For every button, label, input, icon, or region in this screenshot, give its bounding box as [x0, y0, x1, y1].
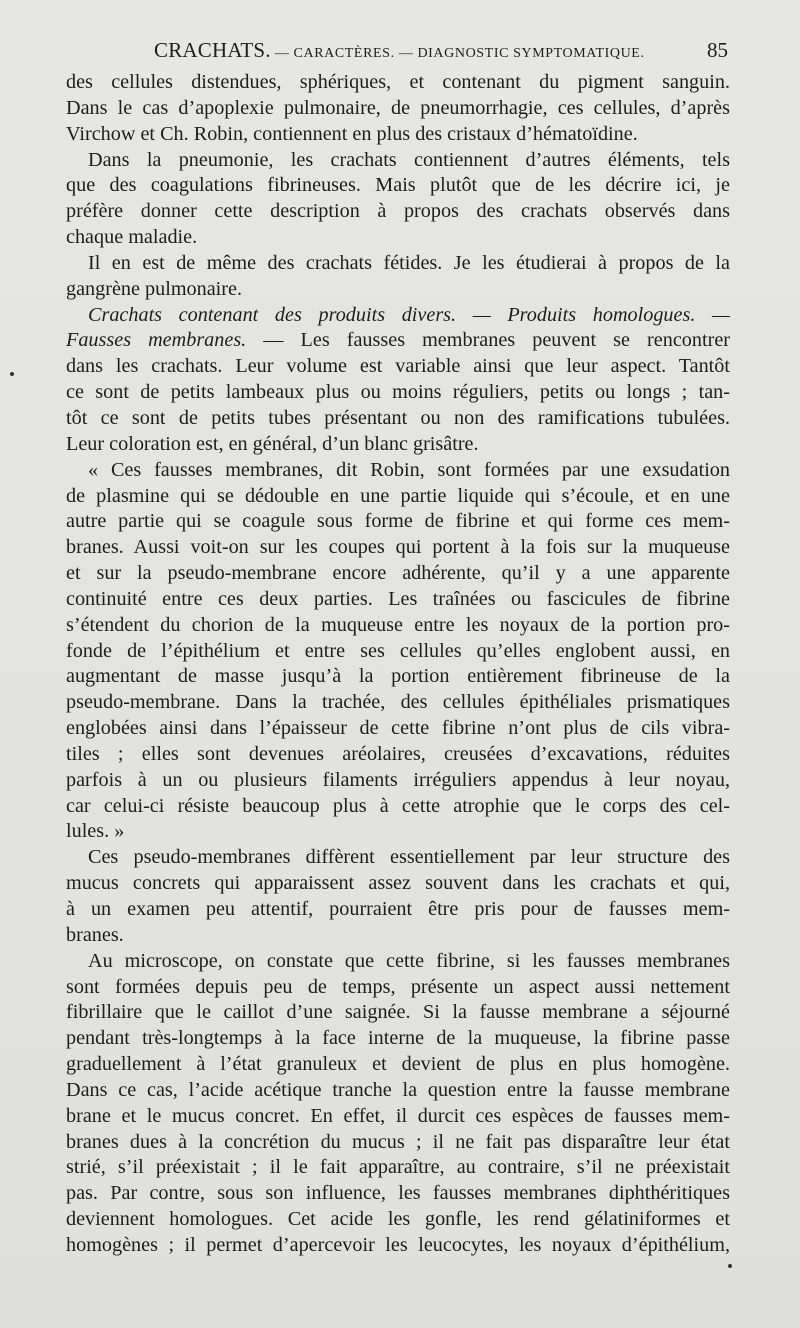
text-line: sont formées depuis peu de temps, présente un aspect aussi nettement: [66, 975, 730, 998]
ink-speck: [728, 1264, 732, 1268]
text-line: « Ces fausses membranes, dit Robin, sont formées par une exsudation: [88, 458, 730, 481]
text-line: branes.: [66, 923, 124, 946]
text-line: chaque maladie.: [66, 226, 198, 249]
text-line: car celui-ci résiste beaucoup plus à cette atrophie que le corps des cel-: [66, 794, 730, 817]
text-line: branes. Aussi voit-on sur les coupes qui portent à la fois sur la muqueuse: [66, 536, 730, 559]
text-line: pseudo-membrane. Dans la trachée, des cellules épithéliales prismatiques: [66, 691, 730, 714]
text-line: pendant très-longtemps à la face interne de la muqueuse, la fibrine passe: [66, 1027, 730, 1050]
text-line: mucus concrets qui apparaissent assez souvent dans les crachats et qui,: [66, 872, 730, 895]
text-line: fibrillaire que le caillot d’une saignée. Si la fausse membrane a séjourné: [66, 1001, 730, 1024]
text-line: continuité entre ces deux parties. Les traînées ou fascicules de fibrine: [66, 587, 730, 610]
text-line: ce sont de petits lambeaux plus ou moins réguliers, petits ou longs ; tan-: [66, 381, 730, 404]
text-line: homogènes ; il permet d’apercevoir les leucocytes, les noyaux d’épithélium,: [66, 1233, 730, 1256]
text-line: Il en est de même des crachats fétides. Je les étudierai à propos de la: [88, 251, 730, 274]
text-fragment: — Les fausses membranes peuvent se rencontrer: [246, 329, 730, 352]
text-line: Dans ce cas, l’acide acétique tranche la question entre la fausse membrane: [66, 1078, 730, 1101]
text-line: s’étendent du chorion de la muqueuse entre les noyaux de la portion pro-: [66, 613, 730, 636]
text-line: lules. »: [66, 820, 125, 843]
subheading-fausses-membranes: Fausses membranes.: [66, 329, 247, 352]
text-line: parfois à un ou plusieurs filaments irréguliers appendus à leur noyau,: [66, 768, 730, 791]
running-title-main: CRACHATS.: [154, 38, 271, 62]
page-number: 85: [707, 38, 728, 62]
text-line: que des coagulations fibrineuses. Mais plutôt que de les décrire ici, je: [66, 174, 730, 197]
ink-speck: [10, 372, 14, 376]
text-line: strié, s’il préexistait ; il le fait apparaître, au contraire, s’il ne préexistait: [66, 1156, 730, 1179]
text-line: augmentant de masse jusqu’à la portion entièrement fibrineuse de la: [66, 665, 730, 688]
text-line: Virchow et Ch. Robin, contiennent en plus des cristaux d’hématoïdine.: [66, 122, 638, 145]
text-line: de plasmine qui se dédouble en une partie liquide qui s’écoule, et en une: [66, 484, 730, 507]
text-line: Leur coloration est, en général, d’un blanc grisâtre.: [66, 432, 479, 455]
text-line: autre partie qui se coagule sous forme de fibrine et qui forme ces mem-: [66, 510, 730, 533]
text-line: et sur la pseudo-membrane encore adhérente, qu’il y a une apparente: [66, 562, 730, 585]
text-line: dans les crachats. Leur volume est variable ainsi que leur aspect. Tantôt: [66, 355, 730, 378]
text-line: Dans la pneumonie, les crachats contiennent d’autres éléments, tels: [88, 148, 730, 171]
text-line: à un examen peu attentif, pourraient être pris pour de fausses mem-: [66, 898, 730, 920]
text-line: Au microscope, on constate que cette fibrine, si les fausses membranes: [88, 949, 730, 972]
text-line: brane et le mucus concret. En effet, il durcit ces espèces de fausses mem-: [66, 1104, 730, 1127]
text-line: gangrène pulmonaire.: [66, 277, 243, 300]
body-text: [66, 70, 730, 1259]
running-header: [66, 38, 730, 68]
text-line: deviennent homologues. Cet acide les gonfle, les rend gélatiniformes et: [66, 1208, 730, 1231]
text-line: Dans le cas d’apoplexie pulmonaire, de pneumorrhagie, ces cellules, d’après: [66, 96, 730, 119]
text-line: fonde de l’épithélium et entre ses cellules qu’elles englobent aussi, en: [66, 639, 730, 662]
text-line: tiles ; elles sont devenues aréolaires, creusées d’excavations, réduites: [66, 742, 730, 765]
text-line: pas. Par contre, sous son influence, les fausses membranes diphthéritiques: [66, 1182, 730, 1205]
text-line: tôt ce sont de petits tubes présentant ou non des ramifications tubulées.: [66, 406, 730, 429]
text-line: Ces pseudo-membranes diffèrent essentiellement par leur structure des: [88, 846, 730, 869]
running-title-rest: — CARACTÈRES. — DIAGNOSTIC SYMPTOMATIQUE.: [270, 46, 645, 61]
text-line: préfère donner cette description à propos des crachats observés dans: [66, 200, 730, 223]
text-line: englobées ainsi dans l’épaisseur de cette fibrine n’ont plus de cils vibra-: [66, 717, 730, 740]
text-line: graduellement à l’état granuleux et devient de plus en plus homogène.: [66, 1053, 730, 1076]
text-line: des cellules distendues, sphériques, et contenant du pigment sanguin.: [66, 71, 730, 93]
text-line: [66, 328, 730, 354]
section-heading-line: Crachats contenant des produits divers. — Produits homologues. —: [88, 303, 730, 326]
running-title: [154, 38, 645, 63]
text-line: branes dues à la concrétion du mucus ; il ne fait pas disparaître leur état: [66, 1130, 730, 1153]
